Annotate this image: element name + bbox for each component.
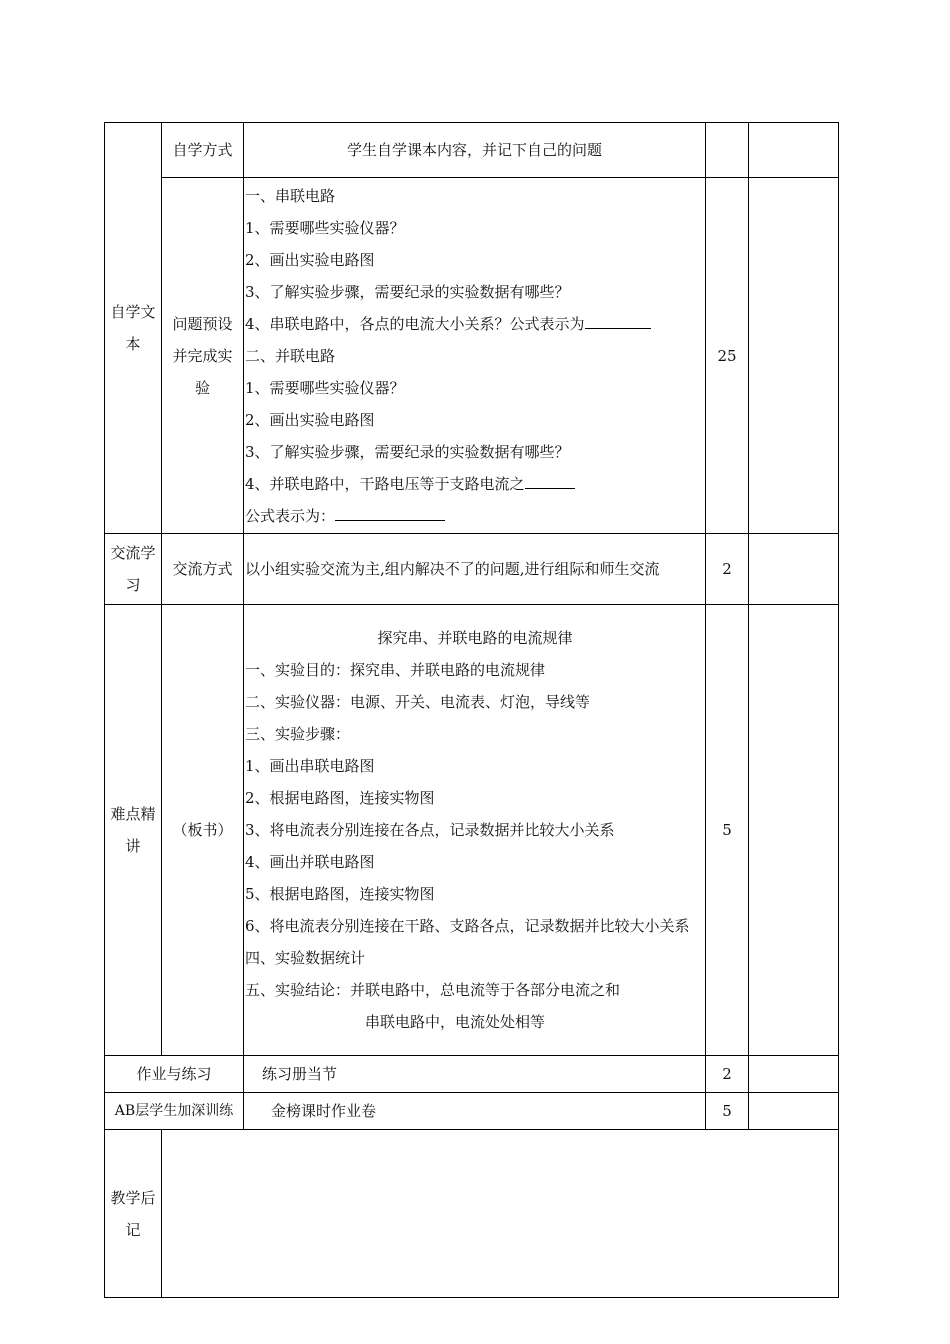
homework-content-cell	[244, 1056, 706, 1093]
problems-line: 一、串联电路	[245, 186, 336, 205]
key-points-method-cell	[162, 605, 244, 1056]
problems-method-label: 问题预设并完成实验	[172, 314, 233, 397]
problems-line-with-blank	[245, 500, 705, 532]
problems-content-cell	[244, 178, 706, 534]
problems-line: 3、了解实验步骤，需要纪录的实验数据有哪些？	[245, 442, 570, 461]
reflection-section-label: 教学后记	[110, 1188, 156, 1239]
answer-blank	[525, 474, 575, 489]
key-points-time-cell	[706, 605, 749, 1056]
key-points-line: 2、根据电路图，连接实物图	[245, 789, 435, 807]
self-study-section-label: 自学文本	[110, 303, 156, 353]
answer-blank	[335, 506, 445, 521]
problems-line: 1、需要哪些实验仪器？	[245, 218, 405, 237]
homework-label: 作业与练习	[136, 1065, 212, 1083]
homework-time-cell	[706, 1056, 749, 1093]
ab-training-time: 5	[722, 1102, 732, 1120]
problems-line-with-blank	[245, 468, 705, 500]
problems-method-cell	[162, 178, 244, 534]
ab-training-row	[105, 1093, 839, 1130]
self-study-note-cell-empty	[749, 123, 839, 178]
exchange-content-cell	[244, 534, 706, 605]
reflection-row	[105, 1130, 839, 1298]
key-points-line: 四、实验数据统计	[245, 949, 366, 967]
key-points-section-cell	[105, 605, 162, 1056]
homework-content: 练习册当节	[262, 1065, 338, 1083]
problems-line: 3、了解实验步骤，需要纪录的实验数据有哪些？	[245, 282, 570, 301]
key-points-line: 一、实验目的：探究串、并联电路的电流规律	[245, 661, 546, 679]
problems-note-cell-empty	[749, 178, 839, 534]
self-study-method-label: 自学方式	[172, 141, 233, 159]
problems-line: 2、画出实验电路图	[245, 410, 375, 429]
problems-time-cell	[706, 178, 749, 534]
ab-training-content: 金榜课时作业卷	[271, 1102, 377, 1120]
reflection-section-cell	[105, 1130, 162, 1298]
exchange-time: 2	[722, 560, 732, 578]
key-points-line: 三、实验步骤：	[245, 725, 351, 743]
exchange-row	[105, 534, 839, 605]
lesson-plan-table	[104, 122, 839, 1298]
exchange-time-cell	[706, 534, 749, 605]
problems-line-text: 4、并联电路中，干路电压等于支路电流之	[245, 474, 525, 493]
key-points-method-label: （板书）	[172, 821, 233, 839]
key-points-line: 串联电路中，电流处处相等	[365, 1013, 546, 1031]
ab-training-time-cell	[706, 1093, 749, 1130]
answer-blank	[585, 314, 651, 329]
problems-line: 1、需要哪些实验仪器？	[245, 378, 405, 397]
self-study-content-cell	[244, 123, 706, 178]
problems-line: 二、并联电路	[245, 346, 336, 365]
key-points-section-label: 难点精讲	[110, 805, 156, 855]
homework-label-cell	[105, 1056, 244, 1093]
key-points-line: 1、画出串联电路图	[245, 757, 375, 775]
exchange-method-label: 交流方式	[172, 560, 233, 578]
ab-training-label: AB层学生加深训练	[114, 1103, 234, 1119]
problems-line-text: 4、串联电路中，各点的电流大小关系？公式表示为	[245, 314, 585, 333]
homework-note-cell-empty	[749, 1056, 839, 1093]
self-study-time-cell-empty	[706, 123, 749, 178]
key-points-line: 五、实验结论：并联电路中，总电流等于各部分电流之和	[245, 981, 621, 999]
exchange-content: 以小组实验交流为主,组内解决不了的问题,进行组际和师生交流	[245, 560, 660, 578]
self-study-section-cell	[105, 123, 162, 534]
exchange-note-cell-empty	[749, 534, 839, 605]
homework-row	[105, 1056, 839, 1093]
key-points-note-cell-empty	[749, 605, 839, 1056]
ab-training-content-cell	[244, 1093, 706, 1130]
key-points-line: 3、将电流表分别连接在各点，记录数据并比较大小关系	[245, 821, 615, 839]
ab-training-label-cell	[105, 1093, 244, 1130]
key-points-line: 二、实验仪器：电源、开关、电流表、灯泡，导线等	[245, 693, 591, 711]
reflection-content-cell	[162, 1130, 839, 1298]
key-points-content-cell	[244, 605, 706, 1056]
problems-time: 25	[717, 346, 737, 365]
problems-line: 2、画出实验电路图	[245, 250, 375, 269]
problems-line-text: 公式表示为：	[245, 506, 336, 525]
key-points-line: 6、将电流表分别连接在干路、支路各点，记录数据并比较大小关系	[245, 917, 690, 935]
problems-row	[105, 178, 839, 534]
key-points-row	[105, 605, 839, 1056]
ab-training-note-cell-empty	[749, 1093, 839, 1130]
self-study-method-cell	[162, 123, 244, 178]
key-points-title: 探究串、并联电路的电流规律	[377, 629, 573, 647]
key-points-line: 4、画出并联电路图	[245, 853, 375, 871]
self-study-row	[105, 123, 839, 178]
problems-line-with-blank	[245, 308, 705, 340]
key-points-line: 5、根据电路图，连接实物图	[245, 885, 435, 903]
key-points-time: 5	[722, 821, 732, 839]
exchange-section-cell	[105, 534, 162, 605]
exchange-method-cell	[162, 534, 244, 605]
self-study-content: 学生自学课本内容，并记下自己的问题	[346, 141, 602, 159]
homework-time: 2	[722, 1065, 732, 1083]
exchange-section-label: 交流学习	[110, 544, 156, 594]
